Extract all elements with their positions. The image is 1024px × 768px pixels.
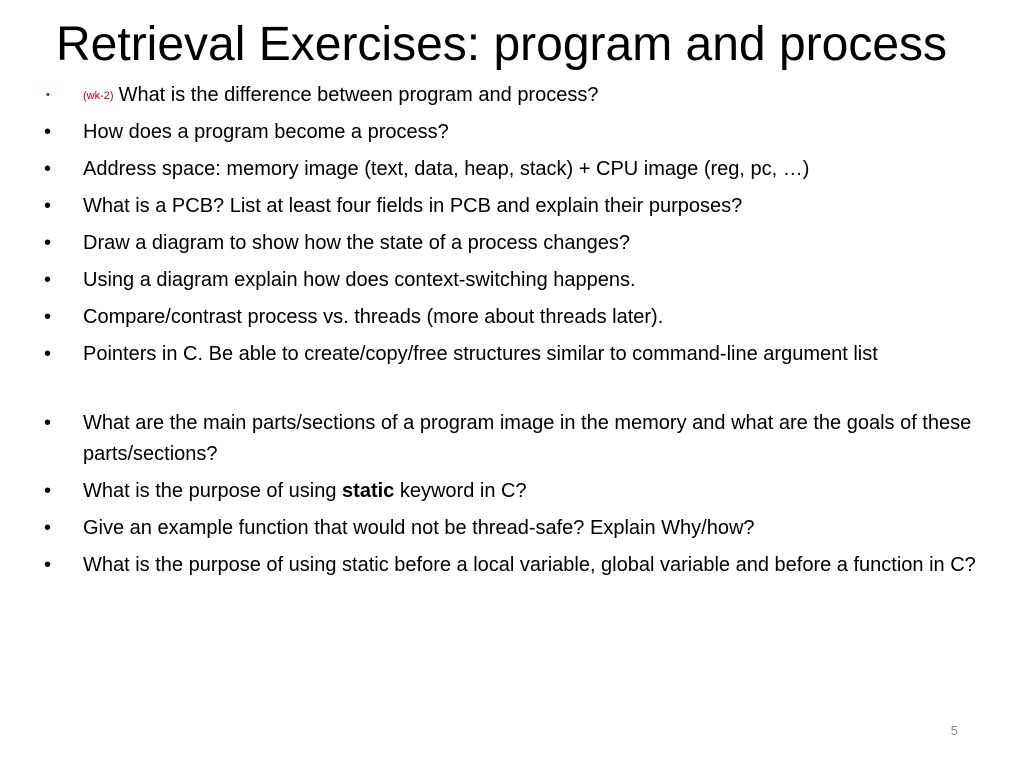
bullet-text: What is the difference between program and process? xyxy=(118,84,599,106)
bullet-dot: • xyxy=(44,306,52,328)
bullet-item xyxy=(0,265,1024,296)
bullet-dot: • xyxy=(44,517,52,539)
bullet-dot: • xyxy=(44,269,52,291)
bullet-item xyxy=(0,550,1024,581)
slide-title: Retrieval Exercises: program and process xyxy=(56,18,948,71)
bullet-text: What is a PCB? List at least four fields in PCB and explain their purposes? xyxy=(83,195,743,217)
bullet-dot: • xyxy=(44,343,52,365)
bullet-dot: • xyxy=(46,89,50,101)
bullet-dot: • xyxy=(44,121,52,143)
bullet-text: How does a program become a process? xyxy=(83,121,449,143)
bullet-spacer xyxy=(0,376,1024,408)
bullet-item xyxy=(0,339,1024,370)
bullet-item xyxy=(0,302,1024,333)
bullet-dot: • xyxy=(44,232,52,254)
bullet-text-pre: What is the purpose of using xyxy=(83,480,343,502)
bold-keyword: static xyxy=(342,480,395,502)
bullet-list xyxy=(0,80,1024,587)
bullet-dot: • xyxy=(44,412,52,434)
bullet-item xyxy=(0,154,1024,185)
bullet-text: What is the purpose of using static before a local variable, global variable and before a function in C? xyxy=(83,554,976,576)
bullet-item xyxy=(0,228,1024,259)
bullet-item xyxy=(0,513,1024,544)
bullet-item xyxy=(0,117,1024,148)
bullet-text: Pointers in C. Be able to create/copy/free structures similar to command-line argument list xyxy=(83,343,878,365)
bullet-text: What are the main parts/sections of a program image in the memory and what are the goals of these parts/sections? xyxy=(83,412,972,465)
bullet-text-post: keyword in C? xyxy=(394,480,527,502)
page-number: 5 xyxy=(950,723,958,738)
bullet-text: Give an example function that would not be thread-safe? Explain Why/how? xyxy=(83,517,755,539)
bullet-item xyxy=(0,408,1024,470)
bullet-dot: • xyxy=(44,554,52,576)
bullet-text: Draw a diagram to show how the state of a process changes? xyxy=(83,232,630,254)
bullet-item xyxy=(0,191,1024,222)
bullet-item xyxy=(0,80,1024,112)
bullet-text: Compare/contrast process vs. threads (more about threads later). xyxy=(83,306,664,328)
bullet-dot: • xyxy=(44,195,52,217)
bullet-dot: • xyxy=(44,480,52,502)
bullet-text: Address space: memory image (text, data, heap, stack) + CPU image (reg, pc, …) xyxy=(83,158,810,180)
week-tag: (wk-2) xyxy=(83,90,114,102)
bullet-item xyxy=(0,476,1024,507)
bullet-text: Using a diagram explain how does context-switching happens. xyxy=(83,269,636,291)
bullet-dot: • xyxy=(44,158,52,180)
